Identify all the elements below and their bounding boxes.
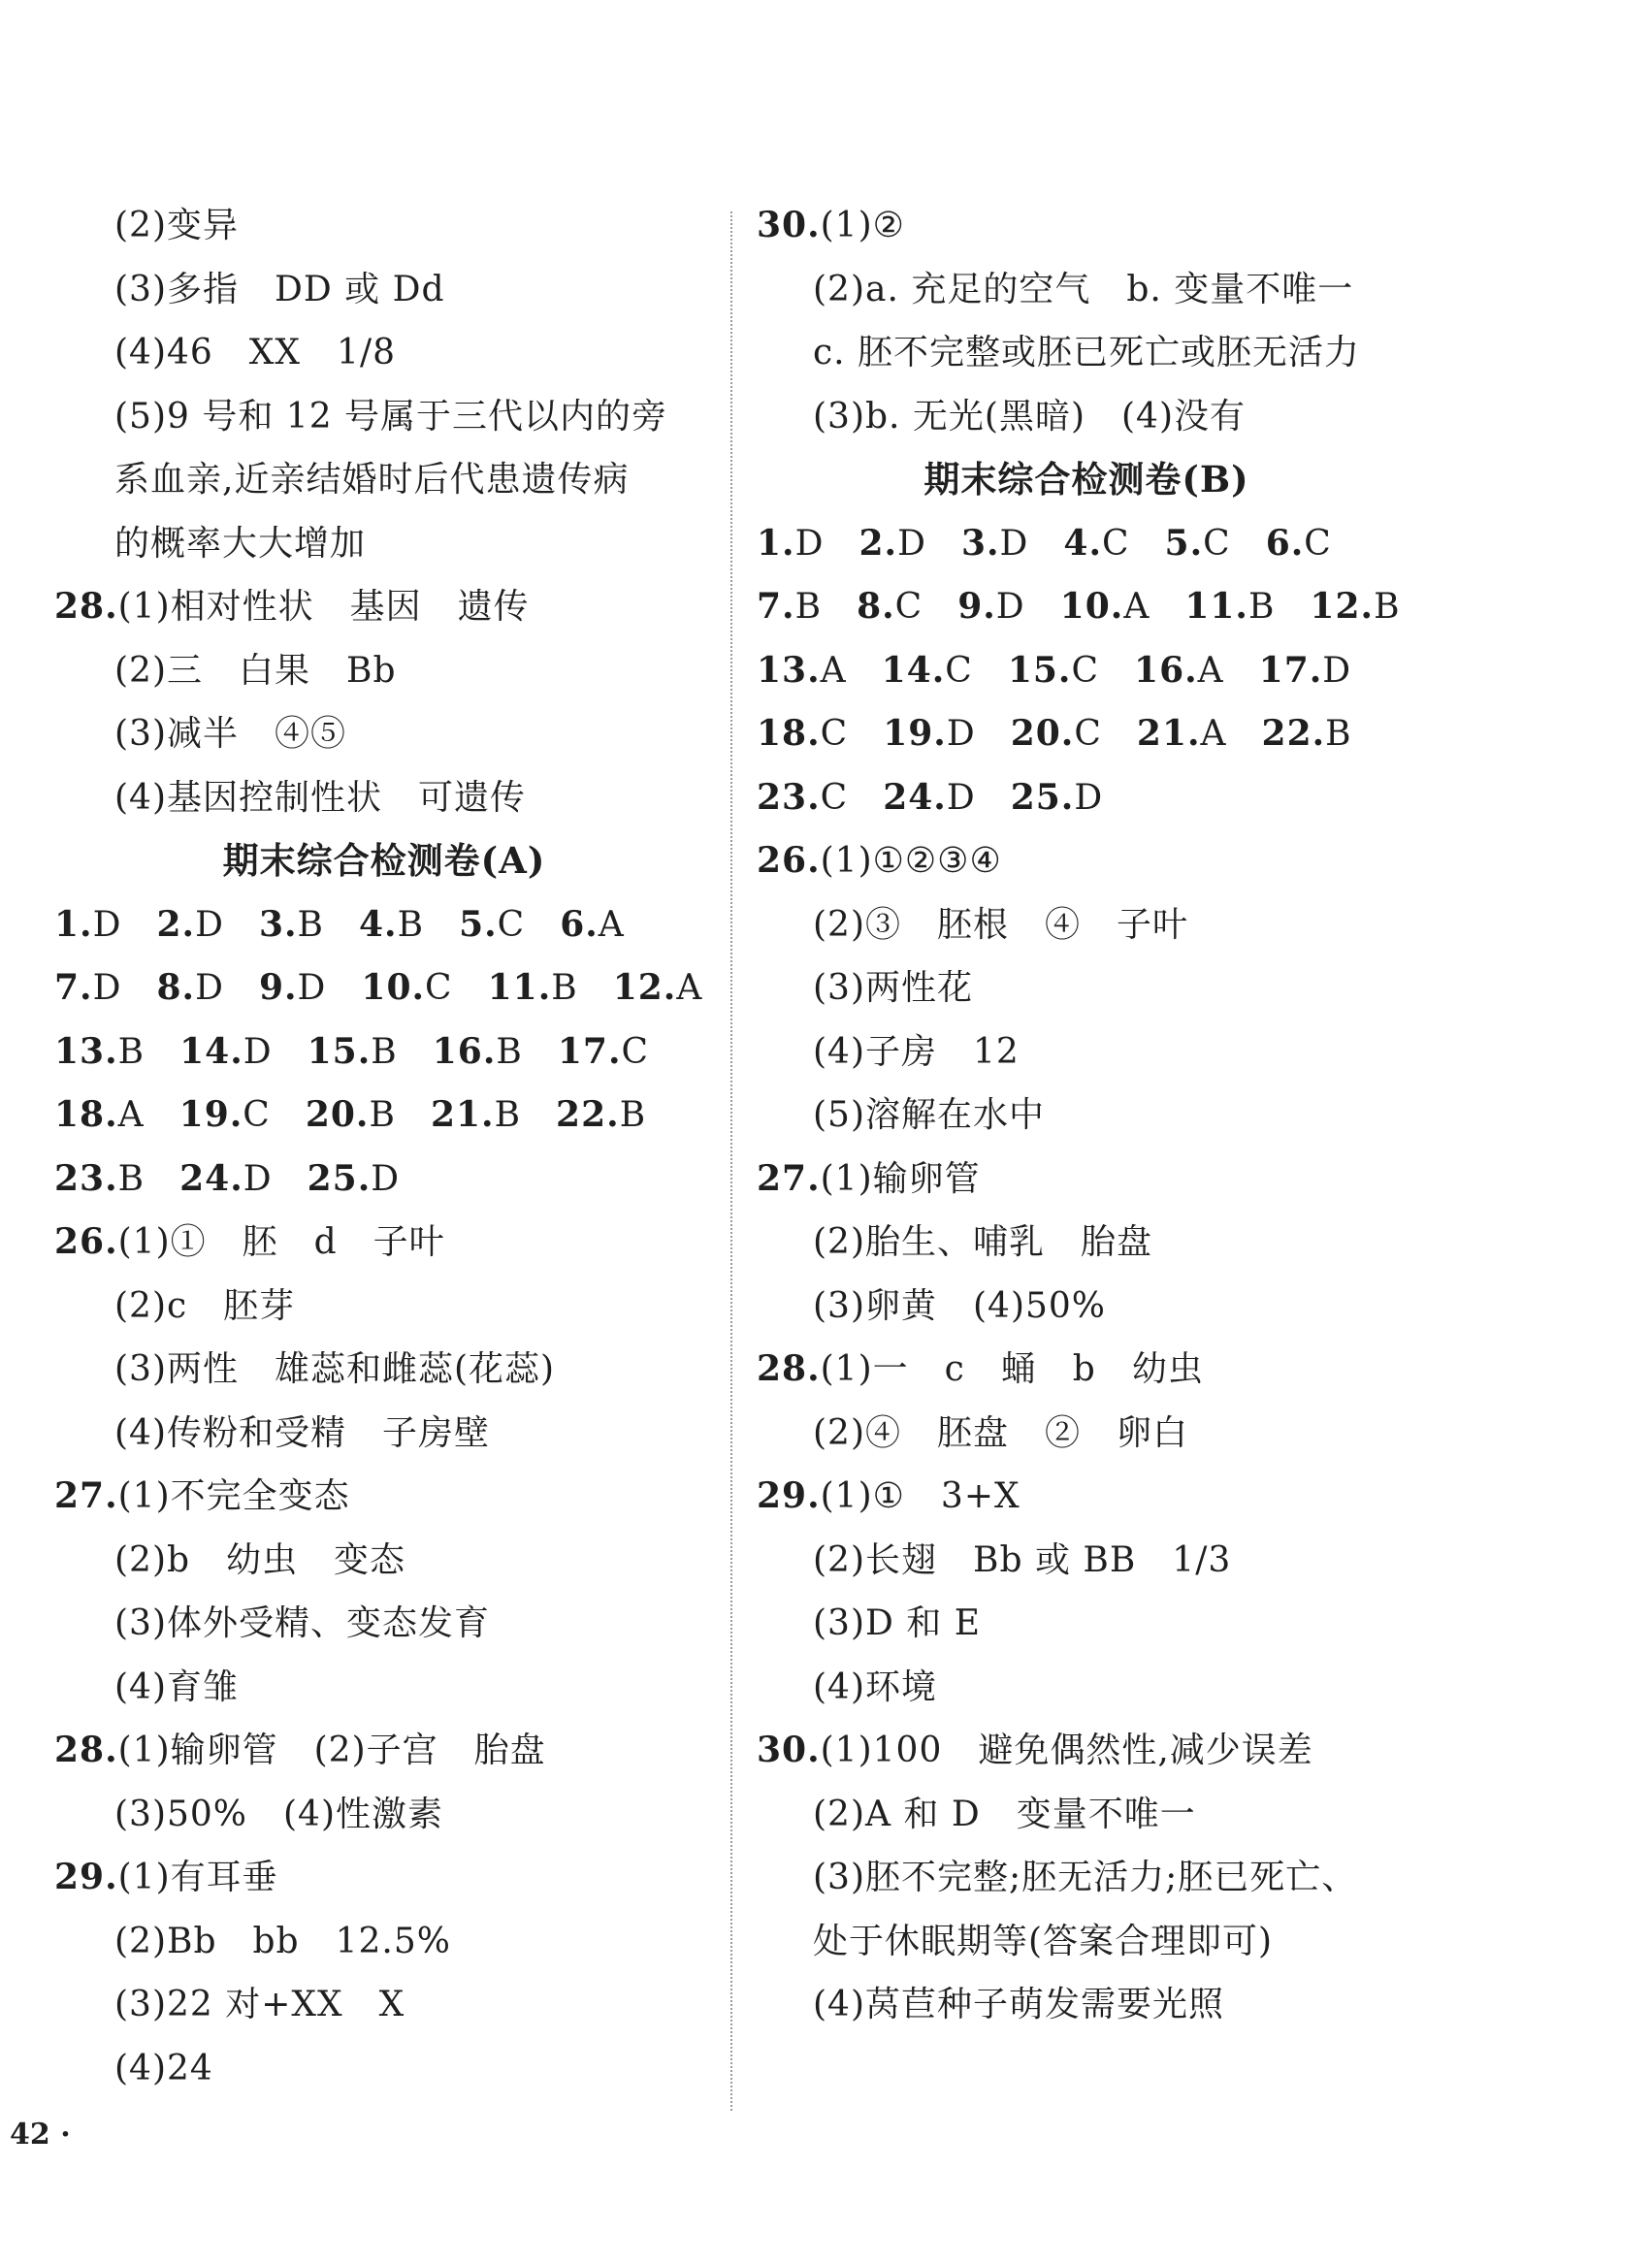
answer-text: (1)相对性状 基因 遗传: [117, 587, 530, 627]
question-number: 6.: [560, 903, 599, 945]
answer-line: (2)A 和 D 变量不唯一: [813, 1794, 1196, 1834]
choice-answer: [433, 1020, 523, 1084]
answer-line: 的概率大大增加: [114, 523, 367, 564]
choice-answer: [883, 702, 976, 766]
answer-line: (3)减半 ④⑤: [114, 714, 346, 754]
answer-line: (2)变异: [114, 206, 239, 245]
question-number: 23.: [757, 776, 821, 818]
question-number: 2.: [156, 903, 196, 945]
question-number: 10.: [1059, 586, 1124, 627]
choice-letter: D: [297, 968, 327, 1008]
choice-answer: [1134, 639, 1224, 703]
choice-letter: A: [598, 904, 625, 945]
choice-letter: C: [894, 587, 923, 627]
choice-letter: C: [1074, 714, 1102, 754]
choice-letter: C: [425, 968, 453, 1008]
choice-letter: B: [371, 1031, 398, 1072]
choice-letter: A: [117, 1095, 145, 1135]
question-number: 16.: [432, 1030, 497, 1072]
answer-line: (5)溶解在水中: [813, 1095, 1045, 1135]
question-number: 11.: [1184, 586, 1248, 627]
choice-letter: B: [1247, 587, 1276, 627]
answer-text: (1)①②③④: [820, 841, 1002, 881]
question-number: 3.: [960, 522, 1000, 564]
question-number: 2.: [858, 522, 898, 564]
choice-answer: [558, 1020, 649, 1084]
choice-answer: [1063, 512, 1129, 576]
choice-letter: B: [117, 1031, 146, 1072]
answer-line: (2)长翅 Bb 或 BB 1/3: [813, 1539, 1232, 1580]
choice-letter: D: [946, 714, 976, 754]
question-number: 14.: [881, 649, 946, 691]
question-answer: [54, 1846, 714, 1910]
question-number: 24.: [179, 1157, 243, 1199]
question-number: 4.: [1063, 522, 1102, 564]
answer-line: (2)Bb bb 12.5%: [114, 1921, 451, 1961]
choice-letter: D: [243, 1158, 273, 1199]
question-number: 24.: [883, 776, 947, 818]
question-number: 19.: [178, 1094, 243, 1135]
choice-answer: [757, 512, 824, 576]
question-answer: [757, 1148, 1416, 1212]
choice-answer: [179, 1084, 271, 1148]
choice-answer: [560, 893, 625, 957]
choice-letter: D: [371, 1158, 401, 1199]
choice-answer: [259, 956, 326, 1020]
question-number: 1.: [54, 903, 93, 945]
answer-line: (4)24: [114, 2048, 213, 2088]
page-number: 42 ·: [10, 2118, 71, 2152]
answer-line: (2)③ 胚根 ④ 子叶: [813, 904, 1188, 945]
choice-answer: [1184, 575, 1275, 639]
answer-line: (4)46 XX 1/8: [114, 333, 396, 372]
question-number: 20.: [1010, 713, 1075, 754]
choice-answer-row: [54, 956, 714, 1020]
answer-line: 系血亲,近亲结婚时后代患遗传病: [114, 460, 630, 500]
answer-line: (3)卵黄 (4)50%: [813, 1285, 1107, 1326]
choice-letter: B: [397, 904, 425, 945]
question-number: 27.: [54, 1475, 118, 1516]
question-number: 26.: [54, 1221, 118, 1262]
answer-line: (4)子房 12: [813, 1031, 1020, 1072]
choice-letter: A: [1197, 650, 1224, 691]
question-number: 5.: [459, 903, 498, 945]
choice-letter: C: [820, 777, 849, 818]
choice-answer-row: [757, 766, 1416, 830]
question-number: 13.: [757, 649, 821, 691]
question-number: 25.: [1010, 776, 1075, 818]
choice-answer: [308, 1148, 401, 1212]
choice-answer: [757, 639, 847, 703]
choice-letter: C: [621, 1031, 650, 1072]
choice-answer: [1137, 702, 1227, 766]
choice-letter: A: [676, 968, 703, 1008]
answer-line: (3)两性 雄蕊和雌蕊(花蕊): [114, 1349, 556, 1389]
choice-answer: [179, 1148, 273, 1212]
choice-letter: C: [1203, 523, 1231, 564]
choice-letter: C: [243, 1095, 271, 1135]
choice-answer: [613, 956, 703, 1020]
choice-answer: [54, 1084, 145, 1148]
choice-answer: [1011, 766, 1104, 830]
answer-line: (4)环境: [813, 1666, 937, 1707]
answer-line: (2)④ 胚盘 ② 卵白: [813, 1412, 1188, 1453]
question-number: 25.: [307, 1157, 372, 1199]
choice-answer: [54, 956, 121, 1020]
choice-answer-row: [54, 1084, 714, 1148]
section-heading: 期末综合检测卷(B): [923, 458, 1249, 501]
choice-letter: A: [820, 650, 847, 691]
question-number: 8.: [156, 967, 196, 1008]
answer-text: (1)输卵管: [820, 1158, 981, 1199]
question-answer: [757, 829, 1416, 893]
question-number: 30.: [757, 205, 821, 245]
question-number: 29.: [757, 1475, 821, 1516]
choice-letter: A: [1200, 714, 1227, 754]
question-number: 9.: [957, 586, 996, 627]
answer-text: (1)100 避免偶然性,减少误差: [820, 1731, 1313, 1770]
choice-answer: [1008, 639, 1099, 703]
choice-answer: [361, 956, 452, 1020]
answer-text: (1)不完全变态: [117, 1476, 350, 1516]
answer-line: (3)胚不完整;胚无活力;胚已死亡、: [813, 1858, 1358, 1897]
choice-letter: D: [195, 904, 224, 945]
answer-line: (2)b 幼虫 变态: [114, 1539, 406, 1580]
choice-letter: D: [243, 1031, 273, 1072]
choice-letter: D: [1074, 777, 1104, 818]
question-number: 20.: [305, 1094, 370, 1135]
answer-text: (1)① 3+X: [820, 1476, 1020, 1516]
question-number: 7.: [54, 967, 93, 1008]
question-number: 17.: [557, 1030, 622, 1072]
choice-answer: [858, 512, 925, 576]
answer-line: (3)D 和 E: [813, 1603, 982, 1643]
choice-letter: B: [551, 968, 578, 1008]
choice-answer-row: [54, 1148, 714, 1212]
choice-letter: B: [619, 1095, 647, 1135]
choice-letter: C: [497, 904, 526, 945]
choice-answer: [1310, 575, 1400, 639]
question-number: 22.: [1261, 713, 1326, 754]
choice-answer: [1011, 702, 1102, 766]
choice-letter: B: [1325, 714, 1352, 754]
choice-answer: [359, 893, 424, 957]
choice-answer: [1262, 702, 1352, 766]
choice-letter: D: [995, 587, 1025, 627]
choice-letter: B: [496, 1031, 523, 1072]
question-number: 13.: [54, 1030, 118, 1072]
question-number: 12.: [612, 967, 677, 1008]
answer-text: (1)一 c 蛹 b 幼虫: [820, 1349, 1204, 1389]
answer-text: (1)有耳垂: [117, 1858, 278, 1897]
choice-answer: [757, 766, 848, 830]
question-number: 21.: [430, 1094, 495, 1135]
question-number: 23.: [54, 1157, 118, 1199]
answer-line: (4)育雏: [114, 1666, 239, 1707]
answer-text: (1)① 胚 d 子叶: [117, 1222, 445, 1262]
question-number: 1.: [757, 522, 795, 564]
answer-line: (2)胎生、哺乳 胎盘: [813, 1222, 1152, 1262]
choice-letter: D: [999, 523, 1029, 564]
choice-letter: A: [1123, 587, 1150, 627]
choice-letter: D: [794, 523, 825, 564]
answer-line: (4)基因控制性状 可遗传: [114, 777, 526, 818]
answer-line: (3)22 对+XX X: [114, 1985, 405, 2024]
choice-letter: B: [494, 1095, 522, 1135]
choice-answer: [54, 1148, 145, 1212]
choice-letter: D: [897, 523, 926, 564]
choice-answer: [488, 956, 578, 1020]
answer-line: (3)多指 DD 或 Dd: [114, 269, 445, 309]
right-column: [757, 194, 1416, 2037]
question-number: 6.: [1265, 522, 1305, 564]
choice-letter: B: [794, 587, 823, 627]
question-answer: [54, 1719, 714, 1783]
choice-answer-row: [54, 893, 714, 957]
choice-letter: D: [92, 968, 122, 1008]
column-divider: [730, 211, 732, 2111]
answer-line: 处于休眠期等(答案合理即可): [813, 1921, 1274, 1961]
choice-answer: [757, 702, 848, 766]
choice-answer: [156, 956, 223, 1020]
question-number: 22.: [556, 1094, 620, 1135]
left-column: [54, 194, 714, 2100]
question-number: 27.: [757, 1157, 821, 1199]
answer-line: (3)体外受精、变态发育: [114, 1603, 490, 1643]
choice-answer: [1259, 639, 1352, 703]
question-number: 3.: [258, 903, 298, 945]
section-heading: 期末综合检测卷(A): [222, 839, 546, 882]
choice-answer: [882, 639, 973, 703]
question-answer: [54, 575, 714, 639]
answer-line: c. 胚不完整或胚已死亡或胚无活力: [813, 333, 1361, 372]
question-number: 18.: [54, 1094, 118, 1135]
question-number: 28.: [54, 1730, 118, 1770]
choice-answer: [54, 1020, 145, 1084]
question-number: 14.: [179, 1030, 243, 1072]
choice-answer: [179, 1020, 273, 1084]
choice-answer: [308, 1020, 398, 1084]
question-number: 26.: [757, 840, 821, 881]
choice-answer: [883, 766, 976, 830]
choice-letter: D: [1322, 650, 1352, 691]
question-number: 18.: [757, 713, 821, 754]
choice-answer: [156, 893, 223, 957]
question-answer: [757, 1465, 1416, 1529]
question-number: 15.: [307, 1030, 372, 1072]
choice-answer: [259, 893, 324, 957]
question-answer: [54, 1211, 714, 1275]
question-number: 11.: [487, 967, 552, 1008]
choice-answer-row: [757, 512, 1416, 576]
answer-line: (4)莴苣种子萌发需要光照: [813, 1985, 1224, 2024]
choice-answer: [857, 575, 923, 639]
answer-line: (2)c 胚芽: [114, 1285, 296, 1326]
question-number: 15.: [1007, 649, 1072, 691]
choice-letter: C: [1071, 650, 1100, 691]
answer-line: (2)三 白果 Bb: [114, 650, 397, 691]
answer-text: (1)输卵管 (2)子宫 胎盘: [117, 1731, 546, 1770]
question-number: 12.: [1310, 586, 1375, 627]
question-number: 10.: [361, 967, 426, 1008]
choice-answer: [1266, 512, 1332, 576]
choice-letter: B: [117, 1158, 146, 1199]
choice-answer: [1060, 575, 1150, 639]
choice-letter: B: [1374, 587, 1401, 627]
question-number: 8.: [857, 586, 895, 627]
choice-answer: [1165, 512, 1231, 576]
question-number: 4.: [359, 903, 398, 945]
choice-answer: [306, 1084, 396, 1148]
choice-answer-row: [757, 575, 1416, 639]
choice-answer: [54, 893, 121, 957]
question-answer: [757, 1719, 1416, 1783]
choice-letter: C: [945, 650, 973, 691]
question-number: 28.: [757, 1348, 821, 1389]
choice-letter: B: [369, 1095, 396, 1135]
question-answer: [757, 194, 1416, 258]
answer-line: (2)a. 充足的空气 b. 变量不唯一: [813, 269, 1354, 309]
answer-line: (3)b. 无光(黑暗) (4)没有: [813, 396, 1247, 437]
question-number: 30.: [757, 1730, 821, 1770]
choice-letter: B: [297, 904, 324, 945]
choice-letter: C: [1102, 523, 1130, 564]
choice-letter: D: [92, 904, 122, 945]
answer-line: (4)传粉和受精 子房壁: [114, 1412, 490, 1453]
choice-answer: [556, 1084, 646, 1148]
answer-line: (3)两性花: [813, 968, 973, 1008]
choice-answer-row: [757, 639, 1416, 703]
answer-line: (5)9 号和 12 号属于三代以内的旁: [114, 396, 668, 437]
choice-letter: D: [195, 968, 224, 1008]
choice-answer-row: [757, 702, 1416, 766]
question-number: 21.: [1136, 713, 1201, 754]
question-number: 29.: [54, 1857, 118, 1897]
choice-answer: [459, 893, 525, 957]
choice-letter: C: [820, 714, 849, 754]
question-answer: [757, 1338, 1416, 1402]
choice-answer: [957, 575, 1024, 639]
answer-text: (1)②: [820, 206, 905, 245]
question-number: 28.: [54, 586, 118, 627]
choice-answer: [757, 575, 822, 639]
choice-letter: C: [1304, 523, 1332, 564]
choice-answer: [431, 1084, 521, 1148]
question-number: 17.: [1258, 649, 1323, 691]
question-number: 9.: [258, 967, 298, 1008]
question-answer: [54, 1465, 714, 1529]
answer-line: (3)50% (4)性激素: [114, 1794, 444, 1834]
question-number: 19.: [883, 713, 947, 754]
question-number: 5.: [1164, 522, 1204, 564]
choice-letter: D: [946, 777, 976, 818]
choice-answer: [961, 512, 1028, 576]
choice-answer-row: [54, 1020, 714, 1084]
question-number: 7.: [757, 586, 795, 627]
question-number: 16.: [1134, 649, 1198, 691]
